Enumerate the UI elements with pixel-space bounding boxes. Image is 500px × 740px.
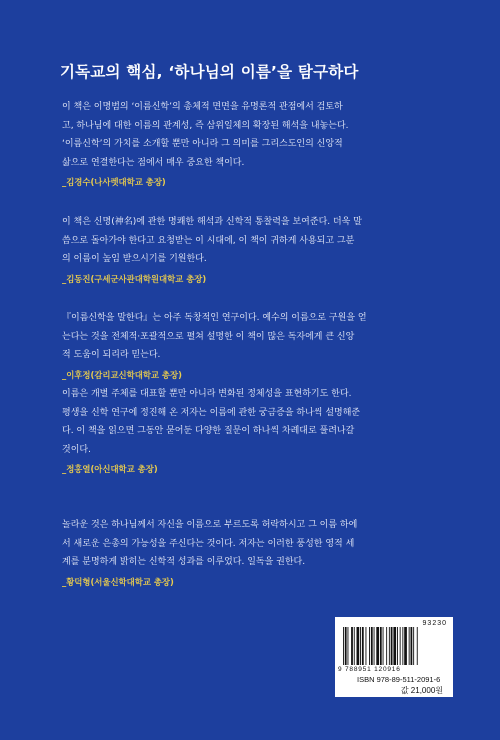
barcode-image (343, 627, 445, 665)
endorsement-1-line-1: 이 책은 이명범의 ‘이름신학’의 총체적 면면을 유명론적 관점에서 검토하 (62, 102, 343, 112)
endorsement-1-line-2: 고, 하나님에 대한 이름의 관계성, 즉 삼위일체의 확장된 해석을 내놓는다. (62, 120, 349, 131)
endorsement-4 (62, 385, 360, 476)
endorsement-5-line-1: 놀라운 것은 하나님께서 자신을 이름으로 부르도록 허락하시고 그 이름 하에 (62, 520, 358, 530)
endorsement-4-line-1: 이름은 개별 주체를 대표할 뿐만 아니라 변화된 정체성을 표현하기도 한다. (62, 389, 352, 399)
endorsement-4-line-4: 것이다. (62, 444, 91, 455)
endorsement-1-line-4: 삶으로 연결한다는 점에서 매우 중요한 책이다. (62, 157, 245, 168)
barcode-addon-code: 93230 (422, 620, 447, 627)
endorsement-3-line-3: 적 도움이 되리라 믿는다. (62, 350, 161, 360)
endorsement-2-line-1: 이 책은 신명(神名)에 관한 명쾌한 해석과 신학적 통찰력을 보여준다. 더욱 말 (62, 217, 362, 227)
endorsement-4-line-2: 평생을 신학 연구에 정진해 온 저자는 이름에 관한 궁금증을 하나씩 설명해준 (62, 407, 361, 418)
endorsement-3 (62, 309, 367, 382)
endorsement-1 (62, 98, 348, 189)
endorsement-2-line-2: 씀으로 돌아가야 한다고 요청받는 이 시대에, 이 책이 귀하게 사용되고 그분 (62, 235, 355, 246)
endorsement-2 (62, 213, 362, 286)
isbn-number: ISBN 978-89-511-2091-6 (357, 675, 441, 684)
endorsement-5-credit: _황덕형(서울신학대학교 총장) (62, 576, 174, 587)
endorsement-5-line-2: 서 새로운 은총의 가능성을 주신다는 것이다. 저자는 이러한 풍성한 영적 세 (62, 538, 355, 549)
endorsement-4-credit: _정홍열(아신대학교 총장) (62, 464, 158, 474)
endorsement-2-credit: _김동진(구세군사관대학원대학교 총장) (62, 273, 207, 284)
headline: 기독교의 핵심, ‘하나님의 이름’을 탐구하다 (60, 63, 359, 81)
endorsement-3-line-2: 는다는 것을 전체적·포괄적으로 펼쳐 설명한 이 책이 많은 독자에게 큰 신앙 (62, 331, 355, 342)
endorsement-5-line-3: 계를 분명하게 밝히는 신학적 성과를 이루었다. 일독을 권한다. (62, 557, 306, 567)
endorsement-2-line-3: 의 이름이 높임 받으시기를 기원한다. (62, 254, 207, 264)
endorsement-1-line-3: ‘이름신학’의 가치를 소개할 뿐만 아니라 그 의미를 그리스도인의 신앙적 (62, 139, 343, 149)
endorsement-3-line-1: 『이름신학을 말한다』는 아주 독창적인 연구이다. 예수의 이름으로 구원을 얻 (62, 313, 367, 323)
endorsement-4-line-3: 다. 이 책을 읽으면 그동안 묻어둔 다양한 질문이 하나씩 차례대로 풀려나갈 (62, 426, 355, 436)
endorsement-3-credit: _이후정(감리교신학대학교 총장) (62, 369, 182, 380)
isbn-barcode-panel (335, 617, 453, 697)
barcode-digits: 9 788951 120916 (338, 666, 401, 673)
endorsement-1-credit: _김경수(나사렛대학교 총장) (62, 177, 166, 187)
price-label: 값 21,000원 (400, 686, 443, 695)
endorsement-5 (62, 516, 357, 589)
